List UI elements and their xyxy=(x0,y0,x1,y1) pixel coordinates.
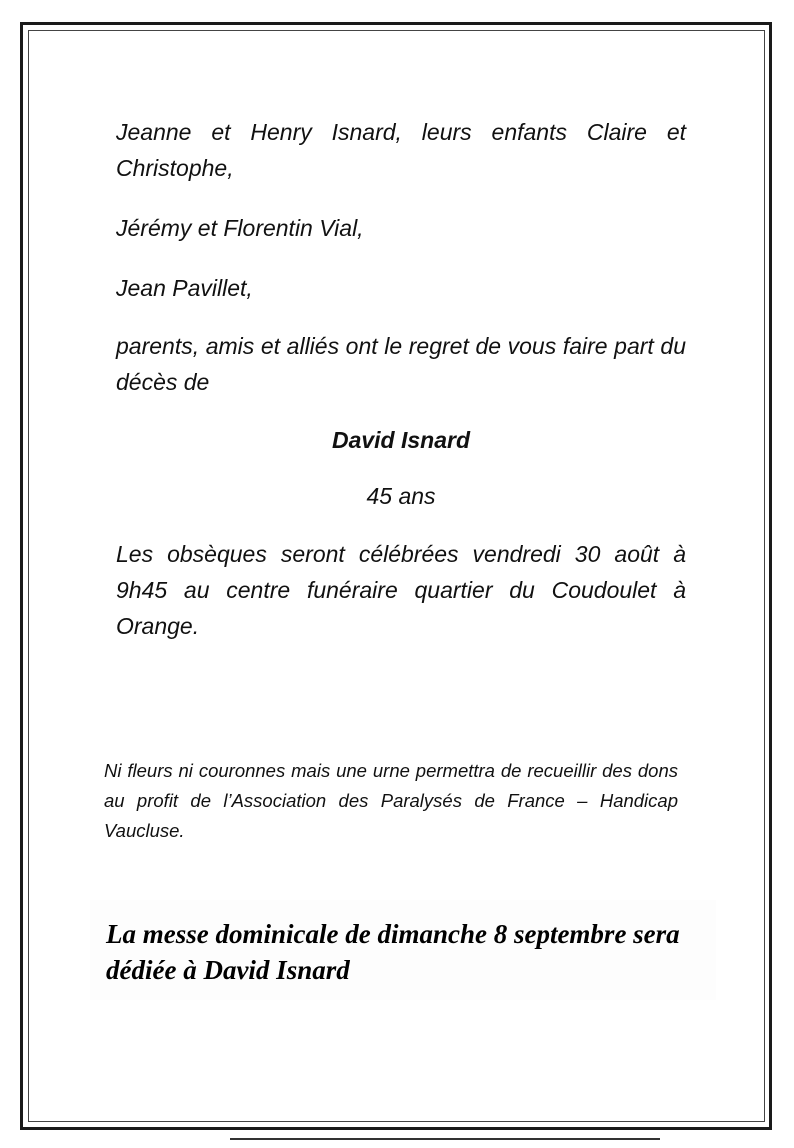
family-line: Jeanne et Henry Isnard, leurs enfants Claire et Christophe, xyxy=(116,119,686,181)
funeral-details: Les obsèques seront célébrées vendredi 30 août à 9h45 au centre funéraire quartier du Coudoulet à Orange. xyxy=(116,541,686,639)
pavillet-line: Jean Pavillet, xyxy=(116,275,253,301)
deceased-name: David Isnard xyxy=(331,427,471,453)
donation-note: Ni fleurs ni couronnes mais une urne permettra de recueillir des dons au profit de l’Association des Paralysés de France – Handicap Vaucluse. xyxy=(104,760,678,841)
regret-line: parents, amis et alliés ont le regret de vous faire part du décès de xyxy=(116,333,686,395)
vial-line: Jérémy et Florentin Vial, xyxy=(116,215,364,241)
bottom-rule xyxy=(230,1138,660,1140)
mass-note: La messe dominicale de dimanche 8 septembre sera dédiée à David Isnard xyxy=(106,919,680,985)
deceased-age: 45 ans xyxy=(366,483,436,509)
